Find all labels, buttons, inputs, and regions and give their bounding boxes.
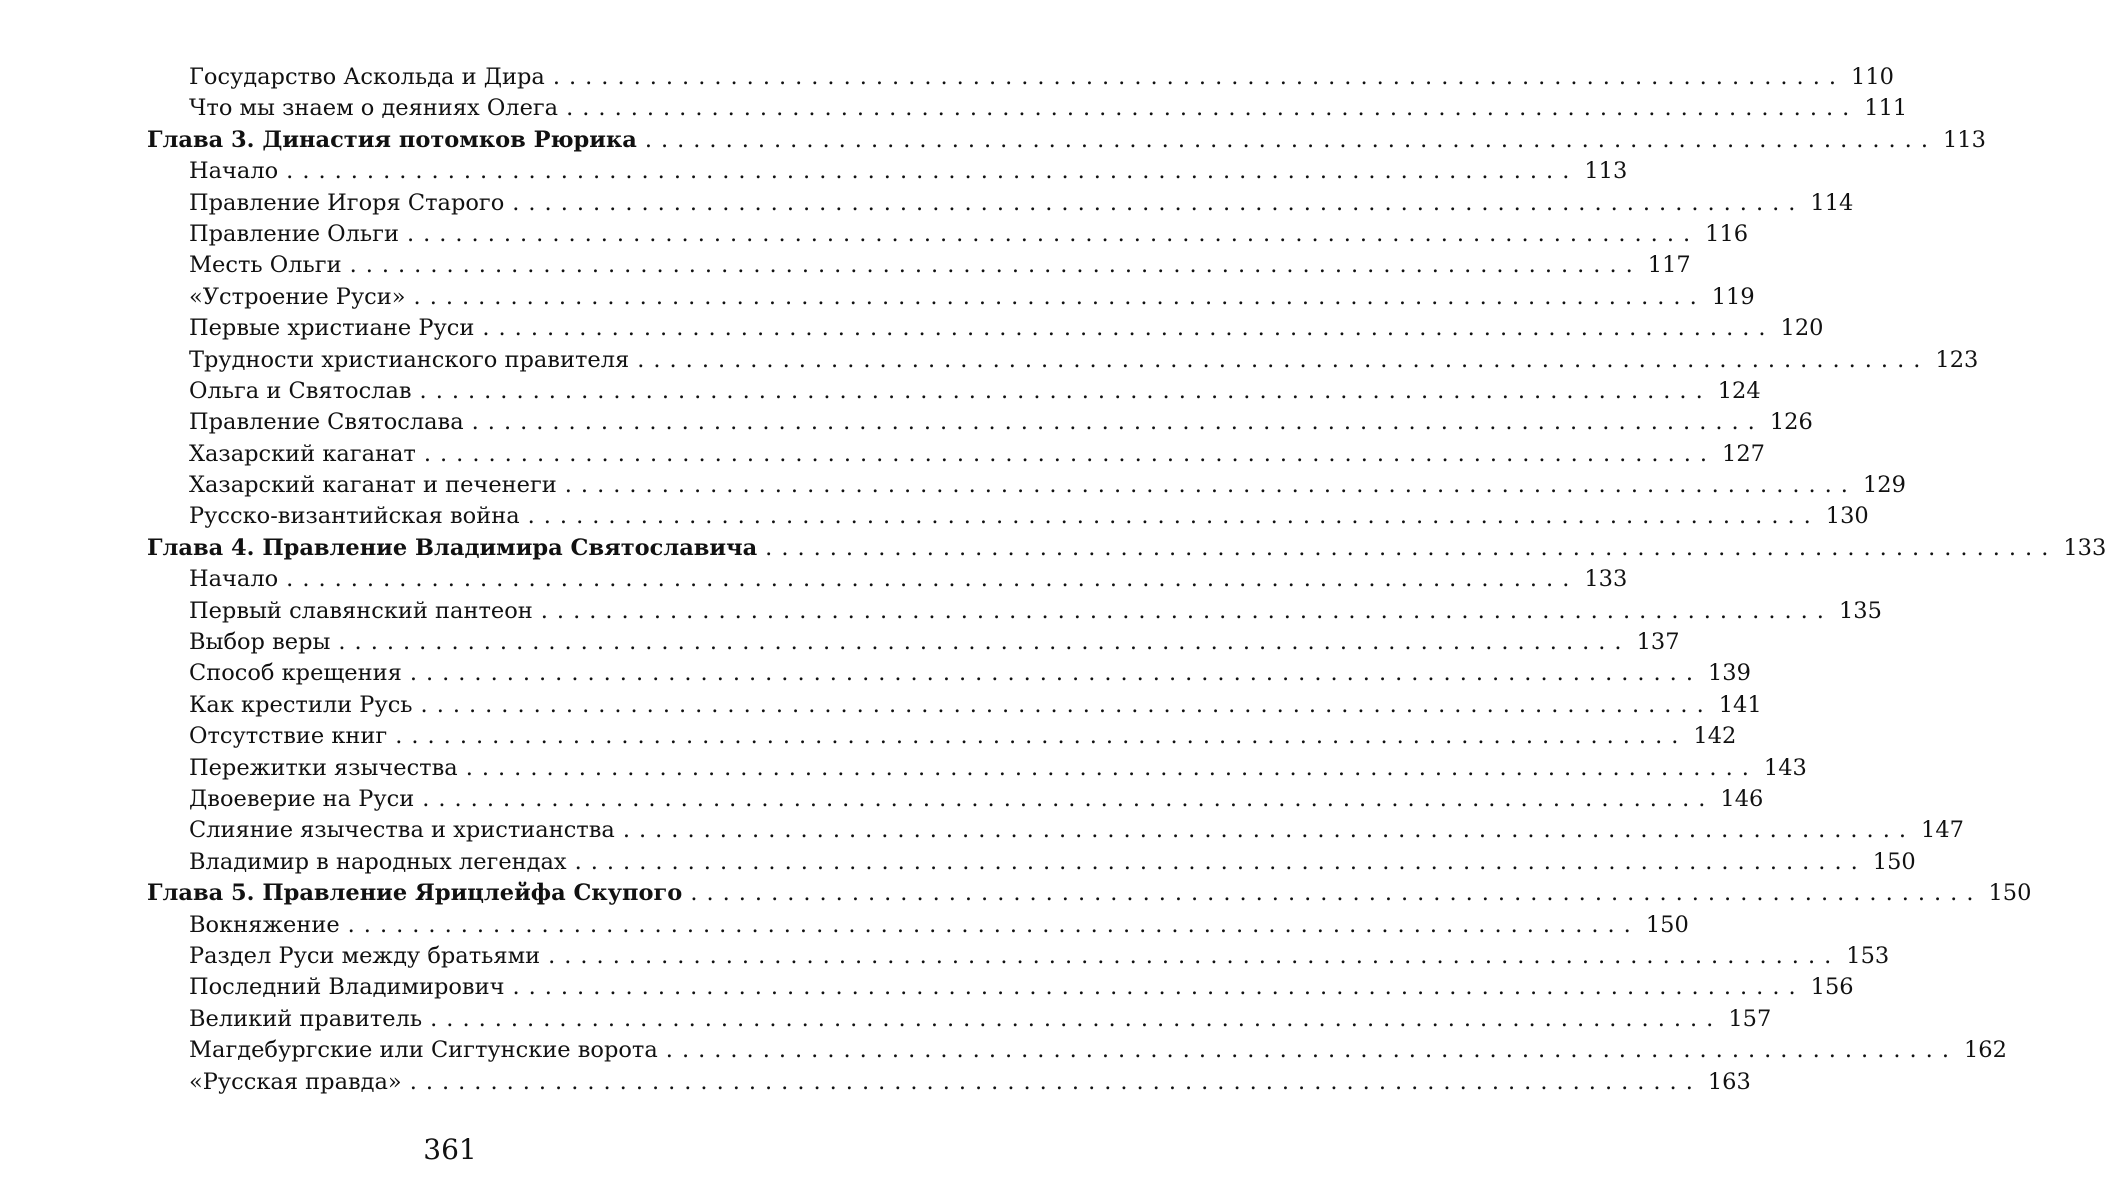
toc-section-entry bbox=[147, 439, 1765, 470]
toc-entry-page: 143 bbox=[1763, 754, 1807, 781]
toc-section-entry bbox=[147, 156, 1628, 187]
dot-leader: ................................................................................ bbox=[765, 534, 2058, 561]
toc-section-entry bbox=[147, 910, 1689, 941]
toc-entry-title: Глава 5. Правление Ярицлейфа Скупого bbox=[147, 880, 683, 907]
toc-entry-page: 130 bbox=[1825, 503, 1869, 530]
toc-section-entry bbox=[147, 1035, 2007, 1066]
toc-entry-title: Русско-византийская война bbox=[189, 503, 520, 530]
dot-leader: ................................................................................ bbox=[419, 377, 1712, 404]
toc-entry-title: Первые христиане Руси bbox=[189, 315, 475, 342]
toc-entry-title: Владимир в народных легендах bbox=[189, 848, 567, 875]
dot-leader: ................................................................................ bbox=[430, 1005, 1723, 1032]
toc-section-entry bbox=[147, 753, 1807, 784]
toc-section-entry bbox=[147, 690, 1762, 721]
dot-leader: ................................................................................ bbox=[286, 566, 1579, 593]
toc-entry-page: 163 bbox=[1707, 1068, 1751, 1095]
toc-section-entry bbox=[147, 345, 1979, 376]
dot-leader: ................................................................................ bbox=[548, 942, 1841, 969]
toc-entry-page: 110 bbox=[1851, 64, 1894, 90]
toc-section-entry bbox=[147, 188, 1854, 219]
toc-entry-page: 153 bbox=[1846, 942, 1890, 969]
toc-entry-title: Государство Аскольда и Дира bbox=[189, 64, 545, 90]
dot-leader: ................................................................................ bbox=[286, 158, 1579, 185]
toc-entry-title: Выбор веры bbox=[189, 629, 331, 656]
toc-entry-page: 147 bbox=[1921, 817, 1964, 844]
toc-entry-title: Хазарский каганат bbox=[189, 440, 416, 467]
toc-entry-title: Магдебургские или Сигтунские ворота bbox=[189, 1037, 658, 1064]
toc-entry-title: Правление Святослава bbox=[189, 409, 464, 436]
toc-section-entry bbox=[147, 470, 1906, 501]
dot-leader: ................................................................................ bbox=[564, 472, 1857, 499]
toc-entry-page: 113 bbox=[1584, 158, 1628, 185]
toc-section-entry bbox=[147, 972, 1854, 1003]
toc-section-entry bbox=[147, 784, 1764, 815]
dot-leader: ................................................................................ bbox=[395, 723, 1688, 750]
toc-entry-page: 126 bbox=[1769, 409, 1813, 436]
toc-entry-page: 127 bbox=[1722, 440, 1765, 467]
dot-leader: ................................................................................ bbox=[512, 189, 1805, 216]
toc-entry-title: Глава 4. Правление Владимира Святославича bbox=[147, 534, 758, 561]
toc-entry-page: 113 bbox=[1942, 126, 1986, 153]
toc-entry-page: 133 bbox=[1584, 566, 1628, 593]
toc-section-entry bbox=[147, 282, 1755, 313]
toc-entry-page: 116 bbox=[1705, 220, 1749, 247]
toc-entry-title: Хазарский каганат и печенеги bbox=[189, 472, 557, 499]
toc-entry-title: Правление Игоря Старого bbox=[189, 189, 505, 216]
toc-entry-title: «Устроение Руси» bbox=[189, 283, 406, 310]
dot-leader: ................................................................................ bbox=[512, 974, 1805, 1001]
toc-entry-page: 120 bbox=[1780, 315, 1824, 342]
toc-section-entry bbox=[147, 376, 1761, 407]
toc-entry-page: 150 bbox=[1872, 848, 1916, 875]
toc-entry-title: Месть Ольги bbox=[189, 252, 342, 279]
dot-leader: ................................................................................ bbox=[574, 848, 1867, 875]
table-of-contents bbox=[147, 62, 2106, 1098]
toc-entry-page: 133 bbox=[2063, 534, 2106, 561]
toc-section-entry bbox=[147, 941, 1890, 972]
dot-leader: ................................................................................ bbox=[471, 409, 1764, 436]
toc-entry-title: Двоеверие на Руси bbox=[189, 785, 415, 812]
toc-section-entry bbox=[147, 658, 1751, 689]
dot-leader: ................................................................................ bbox=[622, 817, 1916, 844]
dot-leader: ................................................................................ bbox=[637, 346, 1930, 373]
toc-entry-page: 119 bbox=[1711, 283, 1755, 310]
toc-entry-page: 162 bbox=[1963, 1037, 2007, 1064]
dot-leader: ................................................................................ bbox=[347, 911, 1640, 938]
toc-entry-title: Первый славянский пантеон bbox=[189, 597, 533, 624]
toc-entry-page: 156 bbox=[1810, 974, 1854, 1001]
dot-leader: ................................................................................ bbox=[409, 1068, 1702, 1095]
toc-entry-page: 117 bbox=[1647, 252, 1691, 279]
toc-entry-title: Трудности христианского правителя bbox=[189, 346, 630, 373]
toc-entry-title: Великий правитель bbox=[189, 1005, 423, 1032]
dot-leader: ................................................................................ bbox=[422, 785, 1715, 812]
toc-section-entry bbox=[147, 815, 1964, 846]
toc-chapter-entry bbox=[147, 125, 1986, 156]
toc-section-entry bbox=[147, 313, 1824, 344]
dot-leader: ................................................................................ bbox=[409, 660, 1702, 687]
toc-section-entry bbox=[147, 62, 1894, 93]
toc-section-entry bbox=[147, 1004, 1772, 1035]
page-number: 361 bbox=[423, 1133, 477, 1166]
toc-entry-title: Что мы знаем о деяниях Олега bbox=[189, 95, 559, 122]
toc-entry-title: Пережитки язычества bbox=[189, 754, 458, 781]
dot-leader: ................................................................................ bbox=[566, 95, 1859, 122]
toc-section-entry bbox=[147, 721, 1737, 752]
toc-entry-page: 142 bbox=[1693, 723, 1737, 750]
toc-entry-title: Как крестили Русь bbox=[189, 691, 413, 718]
dot-leader: ................................................................................ bbox=[540, 597, 1833, 624]
toc-entry-title: Начало bbox=[189, 158, 279, 185]
toc-entry-title: Способ крещения bbox=[189, 660, 402, 687]
toc-entry-title: Глава 3. Династия потомков Рюрика bbox=[147, 126, 637, 153]
dot-leader: ................................................................................ bbox=[413, 283, 1706, 310]
toc-section-entry bbox=[147, 407, 1813, 438]
toc-entry-title: Отсутствие книг bbox=[189, 723, 388, 750]
toc-entry-page: 135 bbox=[1838, 597, 1882, 624]
toc-entry-page: 139 bbox=[1707, 660, 1751, 687]
toc-section-entry bbox=[147, 564, 1628, 595]
toc-entry-page: 111 bbox=[1864, 95, 1908, 122]
dot-leader: ................................................................................ bbox=[665, 1037, 1958, 1064]
dot-leader: ................................................................................ bbox=[644, 126, 1937, 153]
toc-entry-page: 137 bbox=[1636, 629, 1680, 656]
toc-entry-title: Правление Ольги bbox=[189, 220, 399, 247]
dot-leader: ................................................................................ bbox=[406, 220, 1700, 247]
dot-leader: ................................................................................ bbox=[527, 503, 1820, 530]
toc-entry-title: Слияние язычества и христианства bbox=[189, 817, 615, 844]
toc-entry-page: 124 bbox=[1717, 377, 1761, 404]
toc-section-entry bbox=[147, 93, 1908, 124]
toc-section-entry bbox=[147, 847, 1916, 878]
toc-entry-page: 146 bbox=[1720, 785, 1764, 812]
dot-leader: ................................................................................ bbox=[690, 880, 1983, 907]
dot-leader: ................................................................................ bbox=[552, 64, 1846, 90]
toc-section-entry bbox=[147, 501, 1869, 532]
dot-leader: ................................................................................ bbox=[349, 252, 1642, 279]
toc-entry-page: 123 bbox=[1935, 346, 1979, 373]
toc-entry-title: Начало bbox=[189, 566, 279, 593]
toc-section-entry bbox=[147, 627, 1680, 658]
toc-entry-title: Раздел Руси между братьями bbox=[189, 942, 541, 969]
toc-entry-title: Вокняжение bbox=[189, 911, 340, 938]
toc-entry-title: Ольга и Святослав bbox=[189, 377, 412, 404]
toc-chapter-entry bbox=[147, 878, 2032, 909]
toc-section-entry bbox=[147, 1067, 1751, 1098]
dot-leader: ................................................................................ bbox=[465, 754, 1758, 781]
toc-section-entry bbox=[147, 250, 1691, 281]
toc-entry-page: 141 bbox=[1718, 691, 1762, 718]
dot-leader: ................................................................................ bbox=[420, 691, 1713, 718]
toc-chapter-entry bbox=[147, 533, 2106, 564]
toc-entry-title: «Русская правда» bbox=[189, 1068, 402, 1095]
toc-entry-page: 129 bbox=[1862, 472, 1906, 499]
toc-entry-title: Последний Владимирович bbox=[189, 974, 505, 1001]
toc-section-entry bbox=[147, 596, 1882, 627]
toc-section-entry bbox=[147, 219, 1749, 250]
dot-leader: ................................................................................ bbox=[482, 315, 1775, 342]
toc-entry-page: 157 bbox=[1728, 1005, 1772, 1032]
toc-entry-page: 150 bbox=[1645, 911, 1689, 938]
dot-leader: ................................................................................ bbox=[338, 629, 1631, 656]
dot-leader: ................................................................................ bbox=[423, 440, 1717, 467]
toc-entry-page: 150 bbox=[1988, 880, 2032, 907]
toc-entry-page: 114 bbox=[1810, 189, 1854, 216]
